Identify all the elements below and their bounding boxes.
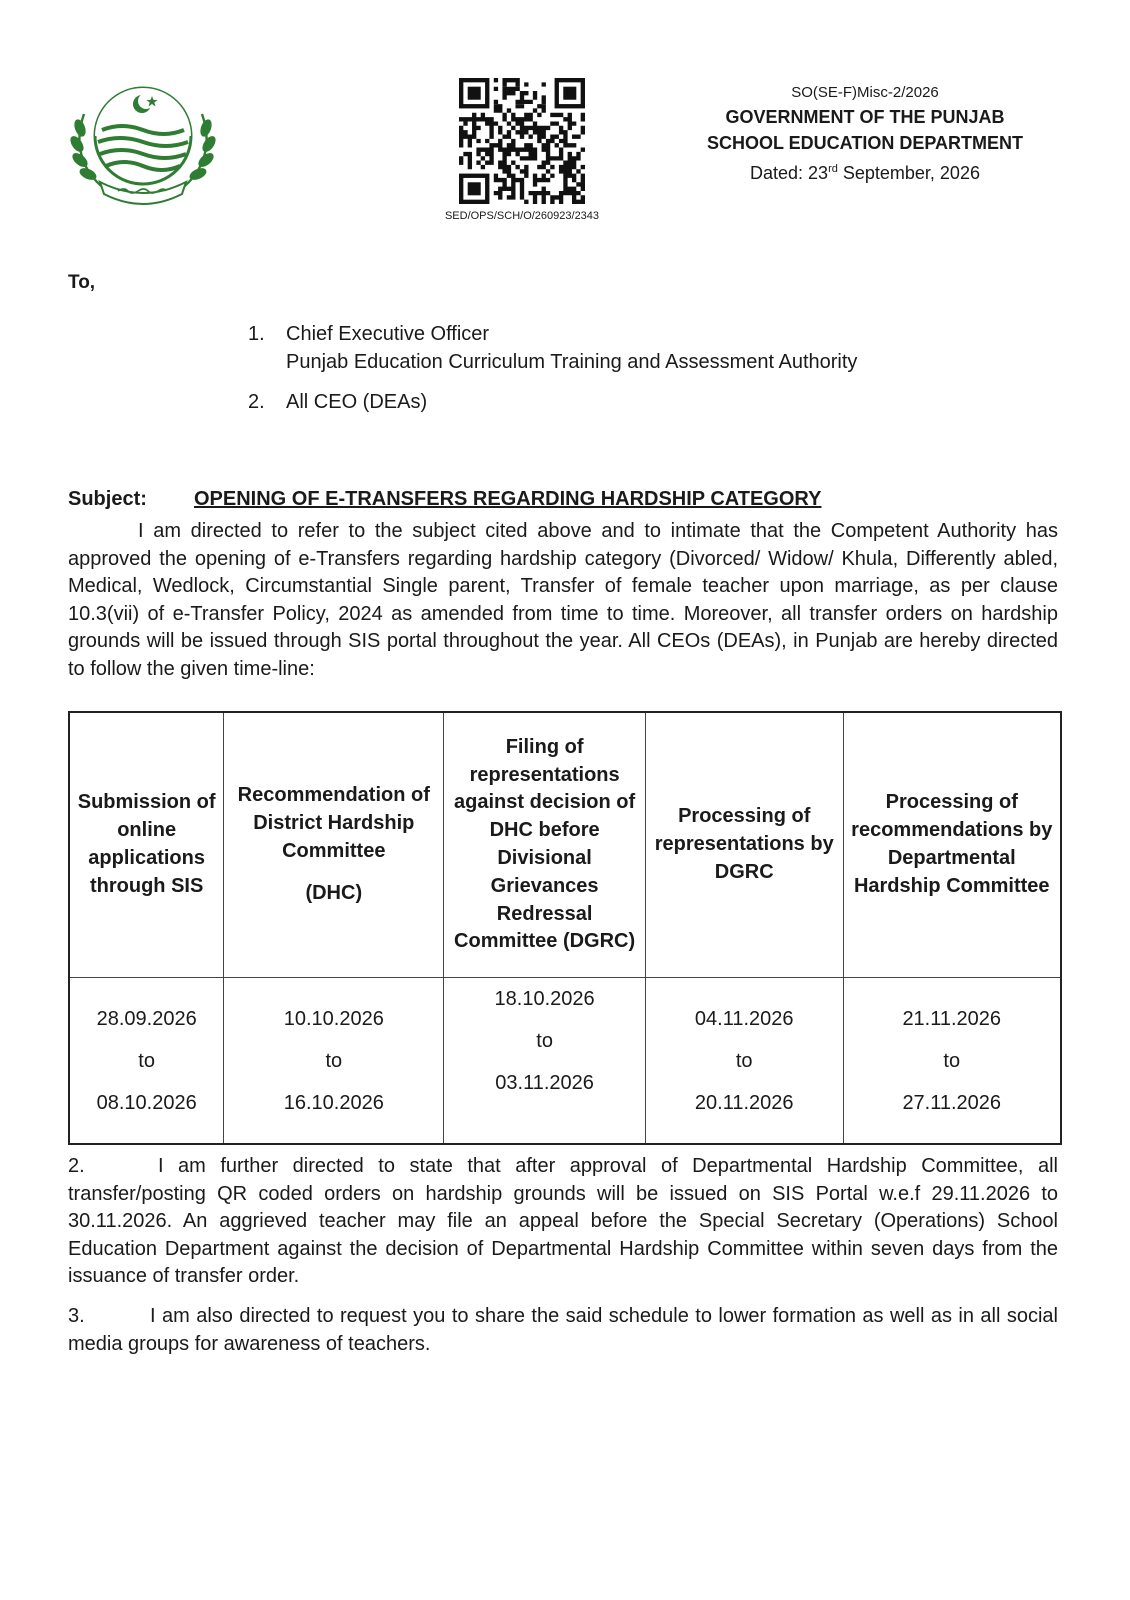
date-range-cell: 10.10.2026 to 16.10.2026 xyxy=(224,978,444,1145)
addressee-line: Punjab Education Curriculum Training and Assessment Authority xyxy=(286,351,858,373)
addressee-number: 2. xyxy=(248,391,265,413)
dhc-abbreviation: (DHC) xyxy=(305,881,363,904)
body-paragraph-1: I am directed to refer to the subject cited above and to intimate that the Competent Authority has approved the opening of e-Transfers regarding hardship category (Divorced/ Widow/ Khula, Differently abled, Medical, Wedlock, Circumstantial Single parent, Transfer of female teacher upon marriage, as per clause 10.3(vii) of e-Transfer Policy, 2024 as amended from time to time. Moreover, all transfer orders on hardship grounds will be issued through SIS portal throughout the year. All CEOs (DEAs), in Punjab are hereby directed to follow the given time-line: xyxy=(68,520,1058,680)
qr-code-image xyxy=(459,78,585,204)
addressee-line: All CEO (DEAs) xyxy=(286,391,428,413)
paragraph-number: 2. xyxy=(68,1155,85,1177)
qr-code-reference: SED/OPS/SCH/O/260923/2343 xyxy=(444,210,600,222)
subject-text: OPENING OF E-TRANSFERS REGARDING HARDSHIP CATEGORY xyxy=(194,488,822,510)
body-paragraph-2: 2. I am further directed to state that after approval of Departmental Hardship Committee, all transfer/posting QR coded orders on hardship grounds will be issued on SIS Portal w.e.f 29.11.2026 to 30.11.2026. An aggrieved teacher may file an appeal before the Special Secretary (Operations) School Education Department against the decision of Departmental Hardship Committee within seven days from the issuance of transfer order. xyxy=(68,1155,1058,1288)
subject-label: Subject: xyxy=(68,488,147,510)
table-row xyxy=(69,978,1061,1145)
punjab-emblem-logo xyxy=(66,78,220,210)
to-label: To, xyxy=(68,272,96,293)
table-header-row xyxy=(69,712,1061,978)
timeline-table xyxy=(68,711,1062,1145)
paragraph-number: 3. xyxy=(68,1305,85,1327)
column-header: Submission of online applications through SIS xyxy=(69,712,224,978)
column-header: Processing of recommendations by Departmental Hardship Committee xyxy=(843,712,1061,978)
date-range-cell: 04.11.2026 to 20.11.2026 xyxy=(645,978,843,1145)
date-range-cell: 21.11.2026 to 27.11.2026 xyxy=(843,978,1061,1145)
date-range-cell: 28.09.2026 to 08.10.2026 xyxy=(69,978,224,1145)
column-header: Filing of representations against decision of DHC before Divisional Grievances Redressal Committee (DGRC) xyxy=(444,712,646,978)
addressee-number: 1. xyxy=(248,323,265,345)
government-name: GOVERNMENT OF THE PUNJAB xyxy=(725,107,1005,127)
letter-date: Dated: 23rd September, 2026 xyxy=(750,163,980,183)
reference-number: SO(SE-F)Misc-2/2026 xyxy=(791,84,939,101)
addressee-line: Chief Executive Officer xyxy=(286,323,490,345)
body-paragraph-3: 3. I am also directed to request you to share the said schedule to lower formation as well as in all social media groups for awareness of teachers. xyxy=(68,1305,1058,1355)
letterhead xyxy=(690,82,1040,186)
date-range-cell: 18.10.2026 to 03.11.2026 xyxy=(444,978,646,1145)
column-header: Processing of representations by DGRC xyxy=(645,712,843,978)
column-header: Recommendation of District Hardship Committee (DHC) xyxy=(224,712,444,978)
department-name: SCHOOL EDUCATION DEPARTMENT xyxy=(706,133,1023,153)
